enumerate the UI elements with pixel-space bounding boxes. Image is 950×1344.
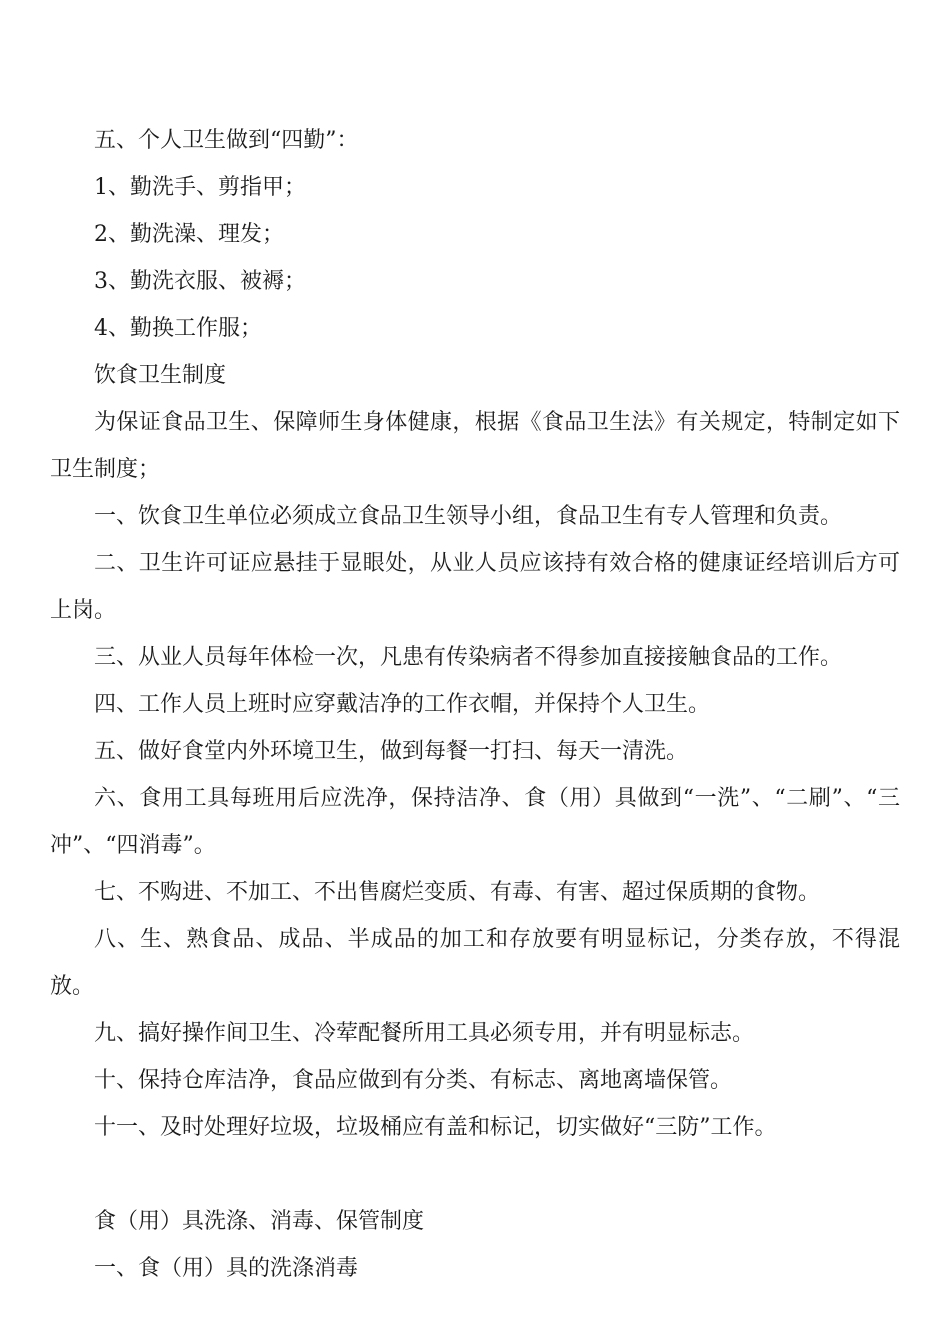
paragraph: 五、个人卫生做到“四勤”： xyxy=(94,128,359,153)
paragraph: 1、勤洗手、剪指甲； xyxy=(94,175,306,200)
paragraph: 六、食用工具每班用后应洗净，保持洁净、食（用）具做到“一洗”、“二刷”、“三冲”、“四消毒”。 xyxy=(50,786,900,858)
paragraph: 4、勤换工作服； xyxy=(94,316,262,341)
paragraph: 为保证食品卫生、保障师生身体健康，根据《食品卫生法》有关规定，特制定如下卫生制度； xyxy=(50,410,900,482)
blank-line xyxy=(50,1151,900,1198)
paragraph: 七、不购进、不加工、不出售腐烂变质、有毒、有害、超过保质期的食物。 xyxy=(94,880,821,905)
paragraph: 四、工作人员上班时应穿戴洁净的工作衣帽，并保持个人卫生。 xyxy=(94,692,711,717)
paragraph: 五、做好食堂内外环境卫生，做到每餐一打扫、每天一清洗。 xyxy=(94,739,689,764)
paragraph: 三、从业人员每年体检一次，凡患有传染病者不得参加直接接触食品的工作。 xyxy=(94,645,843,670)
paragraph: 3、勤洗衣服、被褥； xyxy=(94,269,306,294)
paragraph: 一、食（用）具的洗涤消毒 xyxy=(94,1256,359,1281)
section-title: 食（用）具洗涤、消毒、保管制度 xyxy=(94,1209,425,1234)
document-body xyxy=(50,117,900,1292)
paragraph: 九、搞好操作间卫生、冷荤配餐所用工具必须专用，并有明显标志。 xyxy=(94,1021,755,1046)
paragraph: 十、保持仓库洁净，食品应做到有分类、有标志、离地离墙保管。 xyxy=(94,1068,733,1093)
paragraph: 二、卫生许可证应悬挂于显眼处，从业人员应该持有效合格的健康证经培训后方可上岗。 xyxy=(50,551,900,623)
paragraph: 2、勤洗澡、理发； xyxy=(94,222,284,247)
paragraph: 十一、及时处理好垃圾，垃圾桶应有盖和标记，切实做好“三防”工作。 xyxy=(94,1115,777,1140)
section-title: 饮食卫生制度 xyxy=(94,363,227,388)
paragraph: 一、饮食卫生单位必须成立食品卫生领导小组，食品卫生有专人管理和负责。 xyxy=(94,504,843,529)
paragraph: 八、生、熟食品、成品、半成品的加工和存放要有明显标记，分类存放，不得混放。 xyxy=(50,927,900,999)
